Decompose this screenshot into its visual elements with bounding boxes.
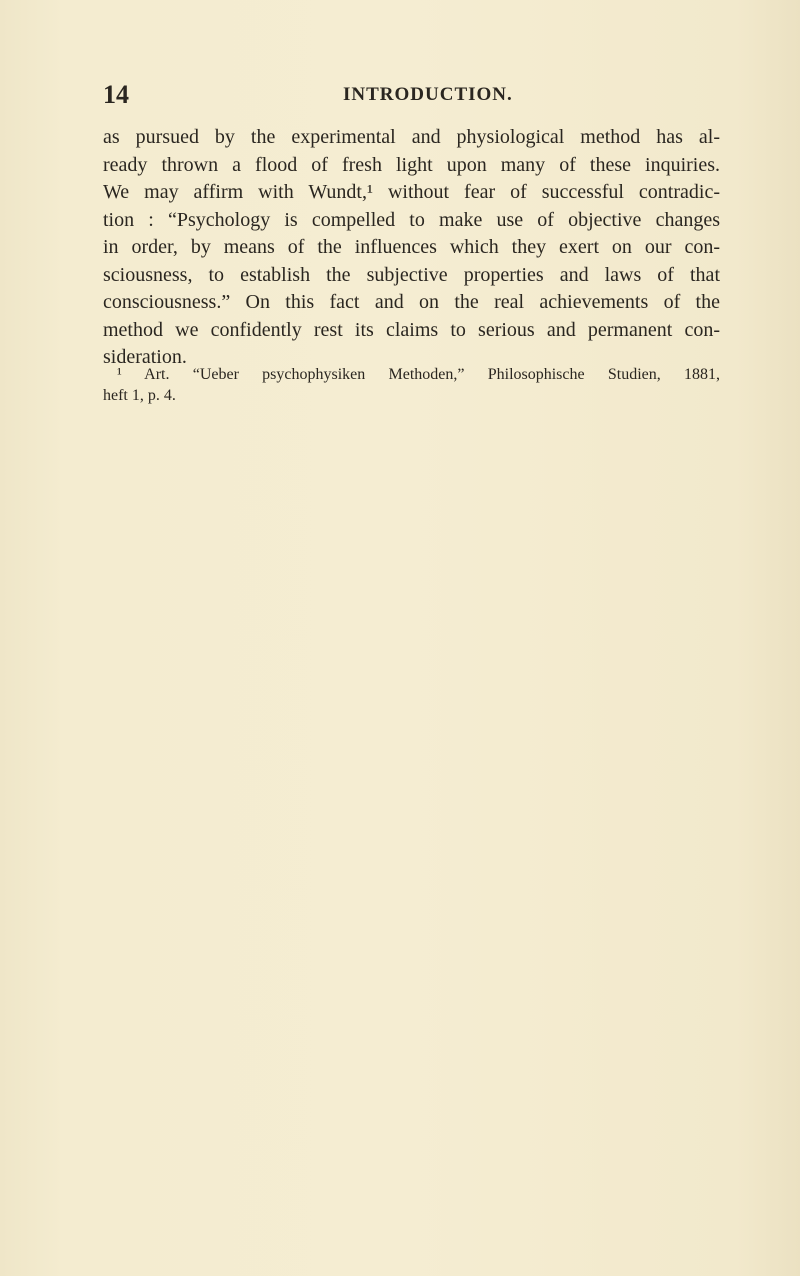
page-number: 14 [103,80,129,109]
text-line: method we confidently rest its claims to serious and permanent con- [103,318,720,341]
text-line: sciousness, to establish the subjective properties and laws of that [103,263,720,286]
text-line: We may affirm with Wundt,¹ without fear of successful contradic- [103,181,720,203]
text-line: ready thrown a flood of fresh light upon many of these inquiries. [103,153,720,176]
footnote-line: heft 1, p. 4. [103,387,176,404]
text-line: tion : “Psychology is compelled to make use of objective changes [103,208,720,231]
page-header [103,80,720,110]
footnote [103,364,720,406]
running-head: INTRODUCTION. [343,84,513,105]
footnote-line: ¹ Art. “Ueber psychophysiken Methoden,” Philosophische Studien, 1881, [117,366,720,383]
text-line: sideration. [103,346,187,368]
body-paragraph [103,124,720,372]
text-line: in order, by means of the influences which they exert on our con- [103,236,720,258]
text-line: consciousness.” On this fact and on the real achievements of the [103,291,720,313]
text-line: as pursued by the experimental and physiological method has al- [103,126,720,148]
